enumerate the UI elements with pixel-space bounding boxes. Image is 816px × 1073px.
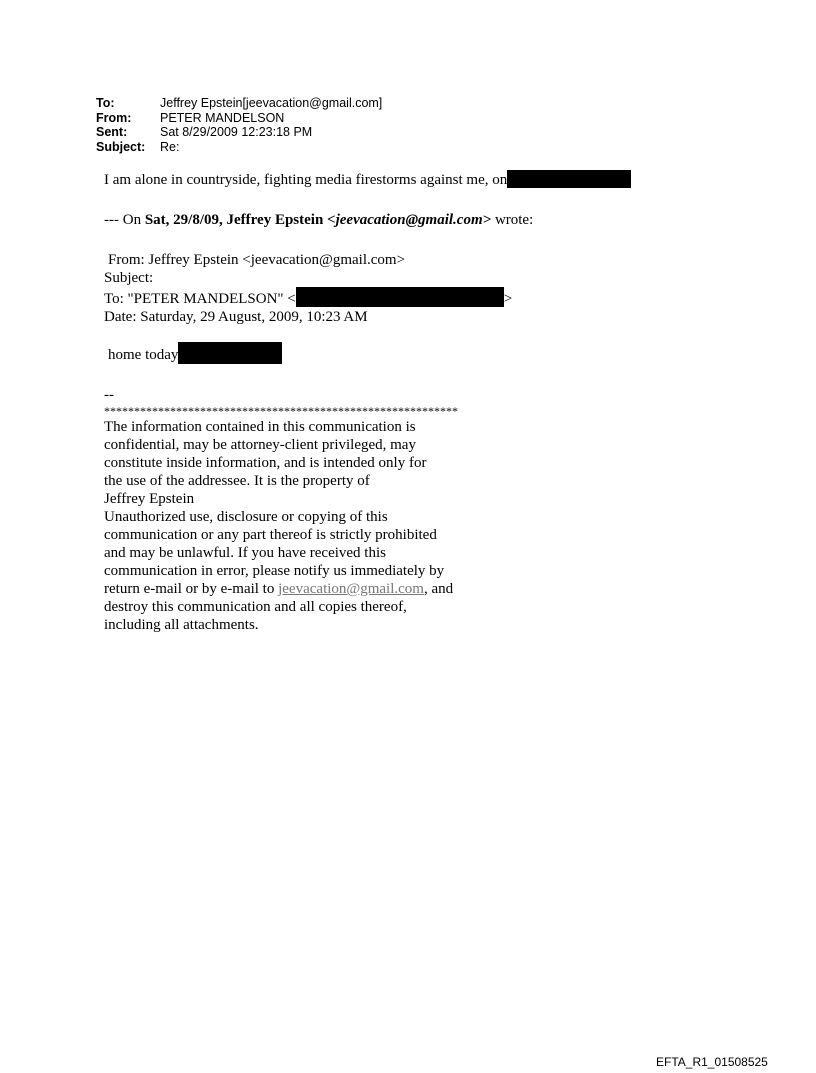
reply-text: I am alone in countryside, fighting media firestorms against me, on (104, 172, 508, 188)
disclaimer-line: and may be unlawful. If you have received this (104, 545, 386, 561)
return-suffix: , and (423, 581, 454, 597)
quote-intro-email: <jeevacation@gmail.com> (327, 212, 492, 228)
email-body (104, 170, 744, 634)
disclaimer-line: communication or any part thereof is strictly prohibited (104, 527, 437, 543)
signature-dashes: -- (104, 387, 114, 403)
sent-row (96, 125, 382, 140)
sent-label: Sent: (96, 125, 128, 139)
disclaimer-return-line (104, 580, 744, 598)
disclaimer-line: confidential, may be attorney-client privileged, may (104, 437, 416, 453)
signature-stars: *********************************************************** (104, 404, 458, 418)
disclaimer-line: the use of the addressee. It is the property of (104, 473, 370, 489)
quoted-to-prefix: To: "PETER MANDELSON" < (104, 291, 296, 307)
quoted-date: Date: Saturday, 29 August, 2009, 10:23 AM (104, 309, 368, 325)
return-prefix: return e-mail or by e-mail to (104, 581, 279, 597)
disclaimer-line: The information contained in this communication is (104, 419, 416, 435)
disclaimer-line: Jeffrey Epstein (104, 491, 195, 507)
to-label: To: (96, 96, 115, 110)
to-value: Jeffrey Epstein[jeevacation@gmail.com] (160, 96, 383, 110)
quoted-subject: Subject: (104, 270, 154, 286)
to-row (96, 96, 382, 111)
subject-row (96, 140, 382, 155)
quote-intro-date-name: Sat, 29/8/09, Jeffrey Epstein (144, 212, 328, 228)
quoted-to-suffix: > (503, 291, 513, 307)
disclaimer-line: destroy this communication and all copies thereof, (104, 599, 407, 615)
from-row (96, 111, 382, 126)
redaction-block (178, 342, 282, 364)
quoted-from: From: Jeffrey Epstein <jeevacation@gmail.com> (108, 252, 406, 268)
email-link[interactable]: jeevacation@gmail.com (278, 581, 424, 597)
disclaimer-line: communication in error, please notify us immediately by (104, 563, 445, 579)
redaction-block (296, 287, 504, 307)
sent-value: Sat 8/29/2009 12:23:18 PM (160, 125, 313, 139)
disclaimer-line: including all attachments. (104, 617, 259, 633)
email-header (96, 96, 382, 154)
subject-value: Re: (160, 139, 180, 154)
quote-intro-suffix: wrote: (491, 212, 534, 228)
quote-intro-prefix: --- On (104, 212, 145, 228)
bates-number: EFTA_R1_01508525 (656, 1055, 768, 1069)
quoted-body-text: home today (108, 347, 179, 363)
disclaimer-line: Unauthorized use, disclosure or copying of this (104, 509, 388, 525)
quoted-body-line (104, 342, 744, 364)
disclaimer (104, 418, 744, 634)
redaction-block (507, 170, 631, 188)
from-value: PETER MANDELSON (160, 110, 285, 125)
disclaimer-line: constitute inside information, and is intended only for (104, 455, 427, 471)
quoted-to-line (104, 287, 744, 308)
subject-label: Subject: (96, 139, 146, 154)
from-label: From: (96, 110, 132, 125)
reply-text-line (104, 170, 744, 189)
quote-intro (104, 211, 744, 229)
